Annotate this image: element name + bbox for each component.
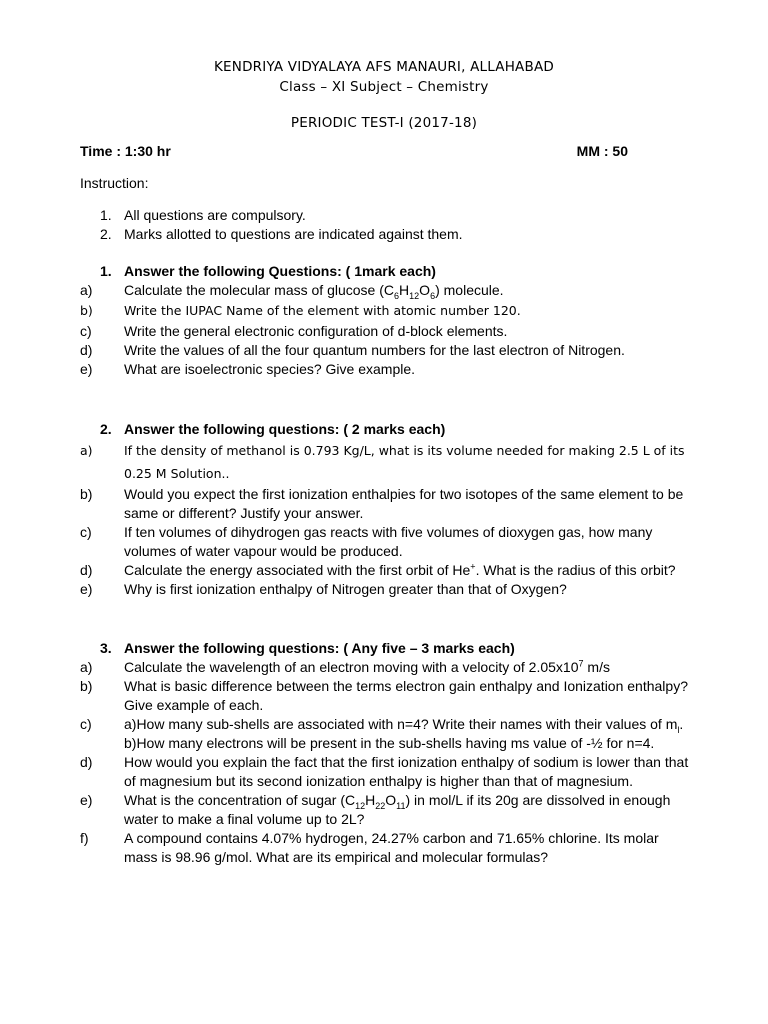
question-item: e) What is the concentration of sugar $(C_{12}H_{22}O_{11})$ in mol/L if its 20g are dissolved in enough water to make a final volume up to 2L? <box>80 792 671 827</box>
question-item: d) How would you explain the fact that the first ionization enthalpy of sodium is lower than that of magnesium but its second ionization enthalpy is higher than that of magnesium. <box>80 754 689 789</box>
time-label: Time : 1:30 hr <box>80 143 171 159</box>
question-item: e) Why is first ionization enthalpy of Nitrogen greater than that of Oxygen? <box>80 581 567 597</box>
question-item: c) Write the general electronic configuration of d-block elements. <box>80 323 508 339</box>
instruction-text: Marks allotted to questions are indicated against them. <box>124 226 463 242</box>
max-marks: MM : 50 <box>576 143 628 159</box>
question-item: a) If the density of methanol is 0.793 Kg/L, what is its volume needed for making 2.5 L of its 0.25 M Solution.. <box>80 443 685 481</box>
section-heading: 2. Answer the following questions: ( 2 marks each) <box>100 421 446 437</box>
question-item: d) Write the values of all the four quantum numbers for the last electron of Nitrogen. <box>80 342 625 358</box>
list-item: 1. All questions are compulsory. <box>80 206 690 225</box>
section-3 <box>80 639 690 867</box>
section-1 <box>80 262 690 379</box>
question-item: a) Calculate the molecular mass of glucose $(C_6H_{12}O_6)$ molecule. <box>80 282 504 301</box>
question-item: c) If ten volumes of dihydrogen gas reacts with five volumes of dioxygen gas, how many volumes of water vapour would be produced. <box>80 524 653 559</box>
question-item: c) a)How many sub-shells are associated with n=4? Write their names with their values of $m_l$. b)How many electrons will be present in the sub-shells having ms value of -½ for n=4. <box>80 716 684 751</box>
class-subject: Class – XI Subject – Chemistry <box>279 79 489 95</box>
instruction-text: All questions are compulsory. <box>124 207 306 223</box>
section-heading: 3. Answer the following questions: ( Any five – 3 marks each) <box>100 640 515 656</box>
question-item: b) Write the IUPAC Name of the element with atomic number 120. <box>80 303 521 318</box>
test-title: PERIODIC TEST-I (2017-18) <box>290 115 478 131</box>
question-item: f) A compound contains 4.07% hydrogen, 24.27% carbon and 71.65% chlorine. Its molar mass is 98.96 g/mol. What are its empirical and molecular formulas? <box>80 830 659 865</box>
instruction-label: Instruction: <box>80 175 149 191</box>
question-item: b) Would you expect the first ionization enthalpies for two isotopes of the same element to be same or different? Justify your answer. <box>80 486 684 521</box>
question-item: d) Calculate the energy associated with the first orbit of He+. What is the radius of this orbit? <box>80 561 676 578</box>
question-item: e) What are isoelectronic species? Give example. <box>80 361 416 377</box>
question-item: a) Calculate the wavelength of an electron moving with a velocity of $2.05x10^7$ m/s <box>80 658 610 675</box>
section-heading: 1. Answer the following Questions: ( 1mark each) <box>100 263 436 279</box>
question-item: b) What is basic difference between the terms electron gain enthalpy and Ionization enthalpy? Give example of each. <box>80 678 688 713</box>
document-header <box>0 57 768 133</box>
instruction-list <box>80 206 690 244</box>
section-2 <box>80 420 690 599</box>
list-item: 2. Marks allotted to questions are indicated against them. <box>80 225 690 244</box>
school-name: KENDRIYA VIDYALAYA AFS MANAURI, ALLAHABAD <box>214 59 554 75</box>
meta-row <box>80 143 628 159</box>
